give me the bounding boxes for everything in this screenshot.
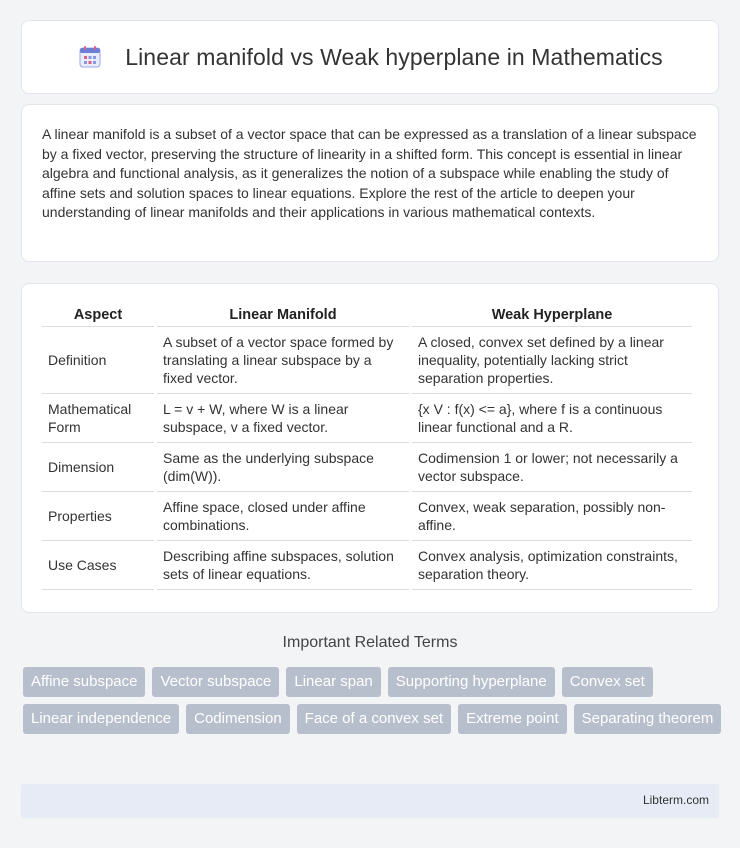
- row-weak-hyperplane: Codimension 1 or lower; not necessarily a vector subspace.: [412, 443, 692, 492]
- related-terms-list: [23, 667, 723, 734]
- calendar-grid-icon: [77, 44, 103, 70]
- tag-face-of-a-convex-set[interactable]: Face of a convex set: [297, 704, 451, 734]
- row-linear-manifold: Describing affine subspaces, solution sets of linear equations.: [157, 541, 409, 590]
- row-weak-hyperplane: A closed, convex set defined by a linear inequality, potentially lacking strict separation properties.: [412, 327, 692, 394]
- tag-linear-span[interactable]: Linear span: [286, 667, 380, 697]
- related-terms-title: Important Related Terms: [282, 634, 458, 651]
- row-linear-manifold: A subset of a vector space formed by translating a linear subspace by a fixed vector.: [157, 327, 409, 394]
- table-row: [42, 541, 692, 590]
- row-aspect: Dimension: [42, 443, 154, 492]
- row-aspect: Mathematical Form: [42, 394, 154, 443]
- row-aspect: Properties: [42, 492, 154, 541]
- row-aspect: Use Cases: [42, 541, 154, 590]
- intro-card: [21, 104, 719, 262]
- footer-site-link[interactable]: Libterm.com: [642, 793, 709, 807]
- header-aspect: Aspect: [42, 302, 154, 327]
- tag-separating-theorem[interactable]: Separating theorem: [574, 704, 722, 734]
- tag-affine-subspace[interactable]: Affine subspace: [23, 667, 145, 697]
- intro-text: A linear manifold is a subset of a vector space that can be expressed as a translation of a linear subspace by a fixed vector, preserving the structure of linearity in a shifted form. This concept is essential in linear algebra and functional analysis, as it generalizes the notion of a subspace while enabling the study of affine sets and solution spaces to linear equations. Explore the rest of the article to deepen your understanding of linear manifolds and their applications in various mathematical contexts.: [42, 126, 697, 221]
- row-weak-hyperplane: Convex, weak separation, possibly non-affine.: [412, 492, 692, 541]
- page-title: Linear manifold vs Weak hyperplane in Mathematics: [125, 43, 663, 70]
- header-weak-hyperplane: Weak Hyperplane: [412, 302, 692, 327]
- comparison-card: [21, 283, 719, 613]
- tag-supporting-hyperplane[interactable]: Supporting hyperplane: [388, 667, 555, 697]
- row-aspect: Definition: [42, 327, 154, 394]
- comparison-table: [39, 302, 695, 590]
- table-header-row: [42, 302, 692, 327]
- table-row: [42, 492, 692, 541]
- header-card: [21, 20, 719, 94]
- table-row: [42, 394, 692, 443]
- table-row: [42, 443, 692, 492]
- row-linear-manifold: Same as the underlying subspace (dim(W)).: [157, 443, 409, 492]
- tag-linear-independence[interactable]: Linear independence: [23, 704, 179, 734]
- tag-vector-subspace[interactable]: Vector subspace: [152, 667, 279, 697]
- footer: [21, 784, 719, 818]
- header-linear-manifold: Linear Manifold: [157, 302, 409, 327]
- tag-codimension[interactable]: Codimension: [186, 704, 290, 734]
- tag-extreme-point[interactable]: Extreme point: [458, 704, 567, 734]
- tag-convex-set[interactable]: Convex set: [562, 667, 653, 697]
- row-weak-hyperplane: Convex analysis, optimization constraints, separation theory.: [412, 541, 692, 590]
- table-row: [42, 327, 692, 394]
- row-linear-manifold: Affine space, closed under affine combinations.: [157, 492, 409, 541]
- row-weak-hyperplane: {x V : f(x) <= a}, where f is a continuous linear functional and a R.: [412, 394, 692, 443]
- row-linear-manifold: L = v + W, where W is a linear subspace, v a fixed vector.: [157, 394, 409, 443]
